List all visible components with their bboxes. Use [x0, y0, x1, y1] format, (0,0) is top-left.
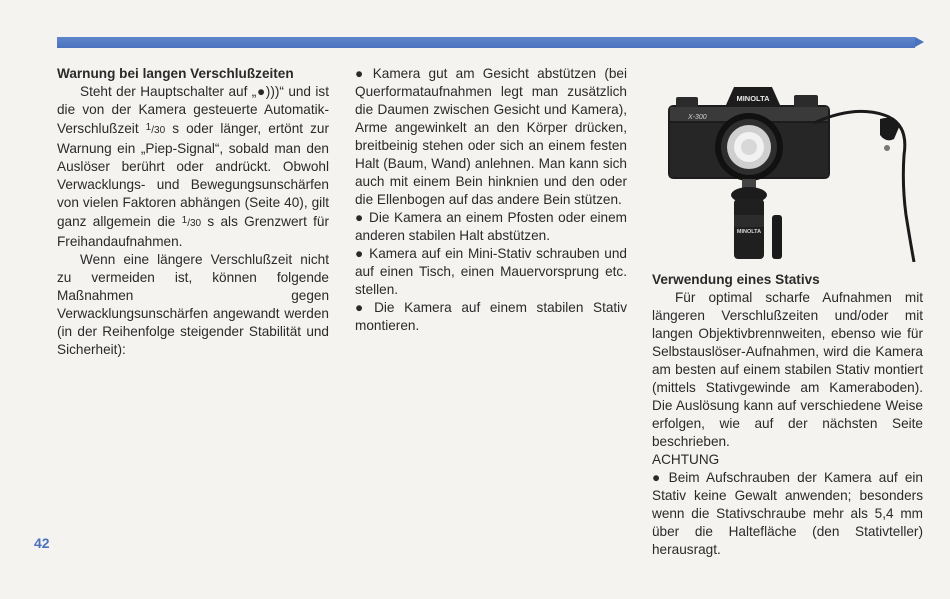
- warning-paragraph-1: Steht der Hauptschalter auf „●)))“ und ist die von der Kamera gesteuerte Automatik-Verschlußzeit $^1$/30 s oder länger, ertönt zur Warnung ein „Piep-Signal“, sobald man den Auslöser berührt oder andrückt. Obwohl Verwacklungs- und Bewegungsunschärfen von vielen Faktoren abhängen (Seite 40), gilt ganz allgemein die $^1$/30 s als Grenzwert für Freihandaufnahmen.: [57, 84, 329, 249]
- caution-heading: ACHTUNG: [652, 452, 720, 467]
- column-measures: [355, 65, 627, 335]
- section-heading-tripod: Verwendung eines Stativs: [652, 272, 820, 287]
- measure-item: ● Kamera gut am Gesicht abstützen (bei Querformataufnahmen legt man zusätzlich die Daumen zwischen Gesicht und Kamera), Arme angewinkelt an den Körper drücken, breitbeinig stehen oder sich an einem festen Halt (Baum, Wand) anlehnen. Man kann sich auch mit einem Bein hinknien und den oder die Ellenbogen auf das andere Bein stützen.: [355, 66, 627, 207]
- bullet-icon: ●: [355, 300, 370, 315]
- measure-item: ● Die Kamera an einem Pfosten oder einem anderen stabilen Halt abstützen.: [355, 210, 627, 243]
- bullet-icon: ●: [355, 66, 368, 81]
- camera-model-label: X-300: [688, 114, 707, 121]
- column-warning: [57, 65, 329, 359]
- tripod-brand-label: MINOLTA: [736, 229, 762, 235]
- tripod-paragraph: Für optimal scharfe Aufnahmen mit längeren Verschlußzeiten und/oder mit langen Objektivbrennweiten, ebenso wie für Selbstauslöser-Aufnahmen, wird die Kamera am besten auf einem stabilen Stativ montiert (mittels Stativgewinde am Kameraboden). Die Auslösung kann auf verschiedene Weise erfolgen, wie auf der nächsten Seite beschrieben.: [652, 290, 923, 449]
- bullet-icon: ●: [355, 246, 365, 261]
- bullet-icon: ●: [652, 470, 664, 485]
- page-number: 42: [34, 535, 50, 551]
- camera-on-tripod-photo: [654, 65, 924, 262]
- bullet-icon: ●: [355, 210, 365, 225]
- camera-brand-label: MINOLTA: [736, 94, 770, 103]
- measure-item: ● Die Kamera auf einem stabilen Stativ montieren.: [355, 300, 628, 333]
- header-rule: [57, 37, 915, 48]
- measure-item: ● Kamera auf ein Mini-Stativ schrauben und auf einen Tisch, einen Mauervorsprung etc. stellen.: [355, 246, 627, 297]
- header-rule-arrow: [915, 37, 924, 47]
- warning-paragraph-2: Wenn eine längere Verschlußzeit nicht zu vermeiden ist, können folgende Maßnahmen gegen Verwacklungsunschärfen angewandt werden (in der Reihenfolge steigender Stabilität und Sicherheit):: [57, 252, 329, 357]
- column-tripod: [652, 271, 923, 559]
- section-heading-warning: Warnung bei langen Verschlußzeiten: [57, 66, 294, 81]
- caution-item: ● Beim Aufschrauben der Kamera auf ein Stativ keine Gewalt anwenden; besonders wenn die Stativschraube mehr als 5,4 mm über die Haltefläche (den Stativteller) herausragt.: [652, 470, 923, 557]
